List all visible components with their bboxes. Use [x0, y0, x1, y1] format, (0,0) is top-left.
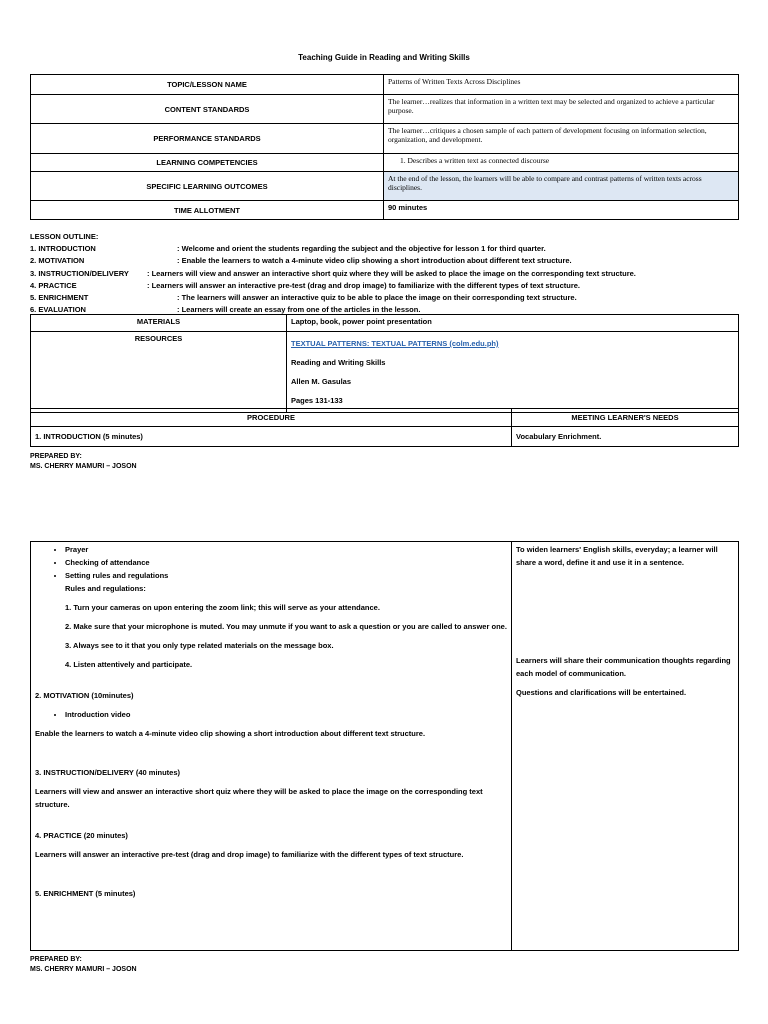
- resources-book: Reading and Writing Skills: [291, 358, 386, 367]
- rule-item: 4. Listen attentively and participate.: [65, 660, 193, 669]
- outline-value: : Learners will create an essay from one of the articles in the lesson.: [177, 305, 421, 315]
- outline-key: 3. INSTRUCTION/DELIVERY: [30, 268, 129, 278]
- bullet-item: • Checking of attendance: [65, 556, 507, 569]
- outline-key: 5. ENRICHMENT: [30, 292, 89, 302]
- outline-value: : The learners will answer an interactive quiz to be able to place the image on their corresponding text structure.: [177, 292, 577, 302]
- enrichment-heading: 5. ENRICHMENT (5 minutes): [35, 889, 136, 898]
- rules-heading: Rules and regulations:: [65, 584, 146, 593]
- outcomes-value: At the end of the lesson, the learners will be able to compare and contrast patterns of written texts across disciplines.: [384, 172, 739, 201]
- outline-key: 4. PRACTICE: [30, 280, 77, 290]
- outline-value: : Welcome and orient the students regarding the subject and the objective for lesson 1 for third quarter.: [177, 244, 546, 254]
- document-title: Teaching Guide in Reading and Writing Skills: [298, 53, 470, 62]
- outcomes-label: SPECIFIC LEARNING OUTCOMES: [31, 172, 384, 201]
- content-standards-value: The learner…realizes that information in a written text may be selected and organized to achieve a particular purpose.: [384, 95, 739, 124]
- instruction-text: Learners will view and answer an interactive short quiz where they will be asked to place the image on the corresponding text structure.: [35, 787, 483, 809]
- prepared-by-name: MS. CHERRY MAMURI – JOSON: [30, 966, 137, 973]
- prepared-by-block: [30, 452, 137, 472]
- needs-text: To widen learners' English skills, everyday; a learner will share a word, define it and use it in a sentence.: [516, 545, 718, 567]
- needs-text: Questions and clarifications will be entertained.: [516, 688, 687, 697]
- outline-value: : Learners will view and answer an interactive short quiz where they will be asked to place the image on the corresponding text structure.: [147, 268, 636, 278]
- needs-text: Learners will share their communication thoughts regarding each model of communication.: [516, 656, 731, 678]
- materials-table: [30, 314, 739, 413]
- competencies-value: 1. Describes a written text as connected discourse: [384, 154, 739, 172]
- prepared-by-name: MS. CHERRY MAMURI – JOSON: [30, 463, 137, 470]
- resources-pages: Pages 131-133: [291, 396, 343, 405]
- procedure-table: [30, 408, 739, 447]
- materials-label: MATERIALS: [31, 315, 287, 332]
- performance-standards-label: PERFORMANCE STANDARDS: [31, 124, 384, 154]
- resources-author: Allen M. Gasulas: [291, 377, 352, 386]
- competencies-label: LEARNING COMPETENCIES: [31, 154, 384, 172]
- needs-vocabulary: Vocabulary Enrichment.: [512, 427, 739, 447]
- rule-item: 2. Make sure that your microphone is muted. You may unmute if you want to ask a question or you are called to answer one.: [65, 622, 507, 631]
- motivation-text: Enable the learners to watch a 4-minute video clip showing a short introduction about different text structure.: [35, 729, 426, 738]
- bullet-item: • Prayer: [65, 543, 507, 556]
- prepared-by-block-page2: [30, 955, 137, 975]
- procedure-header: PROCEDURE: [31, 409, 512, 427]
- prepared-by-label: PREPARED BY:: [30, 453, 82, 460]
- topic-value: Patterns of Written Texts Across Disciplines: [384, 75, 739, 95]
- content-standards-label: CONTENT STANDARDS: [31, 95, 384, 124]
- resources-label: RESOURCES: [31, 332, 287, 413]
- procedure-detail-table: [30, 541, 739, 951]
- outline-heading: LESSON OUTLINE:: [30, 232, 99, 241]
- practice-heading: 4. PRACTICE (20 minutes): [35, 831, 128, 840]
- bullet-item: • Setting rules and regulations: [65, 569, 507, 582]
- outline-value: : Learners will answer an interactive pre-test (drag and drop image) to familiarize with the different types of text structure.: [147, 280, 581, 290]
- outline-key: 2. MOTIVATION: [30, 256, 85, 266]
- outline-value: : Enable the learners to watch a 4-minute video clip showing a short introduction about different text structure.: [177, 256, 572, 266]
- resources-link[interactable]: TEXTUAL PATTERNS: TEXTUAL PATTERNS (colm.edu.ph): [291, 339, 499, 348]
- time-allotment-value: 90 minutes: [384, 201, 739, 220]
- rule-item: 3. Always see to it that you only type related materials on the message box.: [65, 641, 334, 650]
- outline-key: 1. INTRODUCTION: [30, 244, 96, 254]
- procedure-introduction: 1. INTRODUCTION (5 minutes): [31, 427, 512, 447]
- motivation-heading: 2. MOTIVATION (10minutes): [35, 691, 134, 700]
- instruction-heading: 3. INSTRUCTION/DELIVERY (40 minutes): [35, 768, 181, 777]
- topic-label: TOPIC/LESSON NAME: [31, 75, 384, 95]
- bullet-item: • Introduction video: [65, 708, 507, 721]
- outline-key: 6. EVALUATION: [30, 305, 86, 315]
- rule-item: 1. Turn your cameras on upon entering the zoom link; this will serve as your attendance.: [65, 603, 380, 612]
- lesson-header-table: [30, 74, 739, 220]
- time-allotment-label: TIME ALLOTMENT: [31, 201, 384, 220]
- prepared-by-label: PREPARED BY:: [30, 956, 82, 963]
- performance-standards-value: The learner…critiques a chosen sample of each pattern of development focusing on information selection, organization, and development.: [384, 124, 739, 154]
- materials-value: Laptop, book, power point presentation: [287, 315, 739, 332]
- needs-header: MEETING LEARNER'S NEEDS: [512, 409, 739, 427]
- practice-text: Learners will answer an interactive pre-test (drag and drop image) to familiarize with the different types of text structure.: [35, 850, 464, 859]
